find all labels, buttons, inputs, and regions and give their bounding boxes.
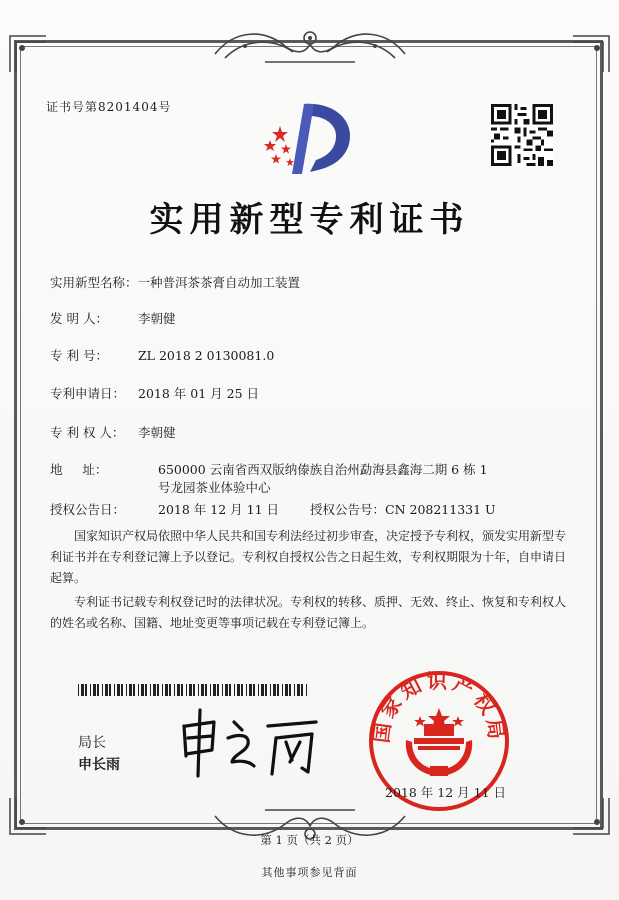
- certificate-number-label: 证书号第: [46, 100, 99, 114]
- certificate-number-value: 8201404: [98, 100, 159, 114]
- field-inventor: [50, 309, 176, 327]
- field-label: 专 利 号：: [50, 348, 108, 363]
- legal-status-paragraph: 专利证书记载专利权登记时的法律状况。专利权的转移、质押、无效、终止、恢复和专利权人的姓名或名称、国籍、地址变更等事项记载在专利登记簿上。: [50, 595, 567, 630]
- certificate-number: [46, 98, 171, 115]
- field-value: 2018 年 12 月 11 日: [158, 502, 279, 517]
- signer-title: 局长: [78, 735, 106, 751]
- back-note: 其他事项参见背面: [261, 866, 358, 879]
- field-utility-model-name: [50, 273, 300, 291]
- signer-name: 申长雨: [78, 757, 120, 773]
- field-value: 650000 云南省西双版纳傣族自治州勐海县鑫海二期 6 栋 1: [158, 462, 488, 477]
- field-label: 专 利 权 人：: [50, 425, 125, 440]
- document-title: 实用新型专利证书: [149, 200, 470, 240]
- field-value: 一种普洱茶茶膏自动加工装置: [137, 275, 301, 290]
- cnipa-logo-icon: [258, 96, 358, 178]
- field-grant-date: [50, 500, 279, 518]
- field-value: 2018 年 01 月 25 日: [138, 386, 259, 401]
- handwritten-signature-icon: [176, 704, 320, 778]
- grant-statement-paragraph: 国家知识产权局依照中华人民共和国专利法经过初步审查，决定授予专利权，颁发实用新型专利证书并在专利登记簿上予以登记。专利权自授权公告之日起生效，专利权期限为十年，自申请日起算。: [50, 529, 567, 585]
- field-label: 专利申请日：: [50, 386, 126, 401]
- field-label: 授权公告号：: [310, 502, 386, 517]
- field-label: 发 明 人：: [50, 311, 108, 326]
- corner-ornament-icon: [8, 796, 48, 836]
- field-value: CN 208211331 U: [385, 502, 496, 517]
- field-patentee: [50, 423, 176, 441]
- qr-code-icon: [491, 104, 553, 166]
- svg-text:国家知识产权局: 国家知识产权局: [369, 669, 509, 745]
- field-grant-number: [310, 500, 496, 518]
- barcode-icon: [78, 684, 308, 696]
- field-patent-number: [50, 346, 274, 364]
- field-label: 地 址：: [50, 462, 108, 477]
- field-value: 号龙园茶业体验中心: [158, 480, 271, 495]
- corner-ornament-icon: [8, 34, 48, 74]
- corner-ornament-icon: [571, 34, 611, 74]
- field-label: 授权公告日：: [50, 502, 126, 517]
- certificate-number-suffix: 号: [158, 100, 172, 114]
- field-value: ZL 2018 2 0130081.0: [138, 348, 275, 363]
- field-address-line2: [158, 478, 271, 496]
- corner-ornament-icon: [571, 796, 611, 836]
- top-ornament-icon: [205, 24, 415, 68]
- field-address: [50, 460, 488, 478]
- field-value: 李朝健: [138, 425, 176, 440]
- field-label: 实用新型名称：: [50, 275, 138, 290]
- seal-date: 2018 年 12 月 11 日: [385, 785, 506, 800]
- field-value: 李朝健: [138, 311, 176, 326]
- page-number: 第 1 页（共 2 页）: [260, 833, 359, 847]
- field-application-date: [50, 384, 259, 402]
